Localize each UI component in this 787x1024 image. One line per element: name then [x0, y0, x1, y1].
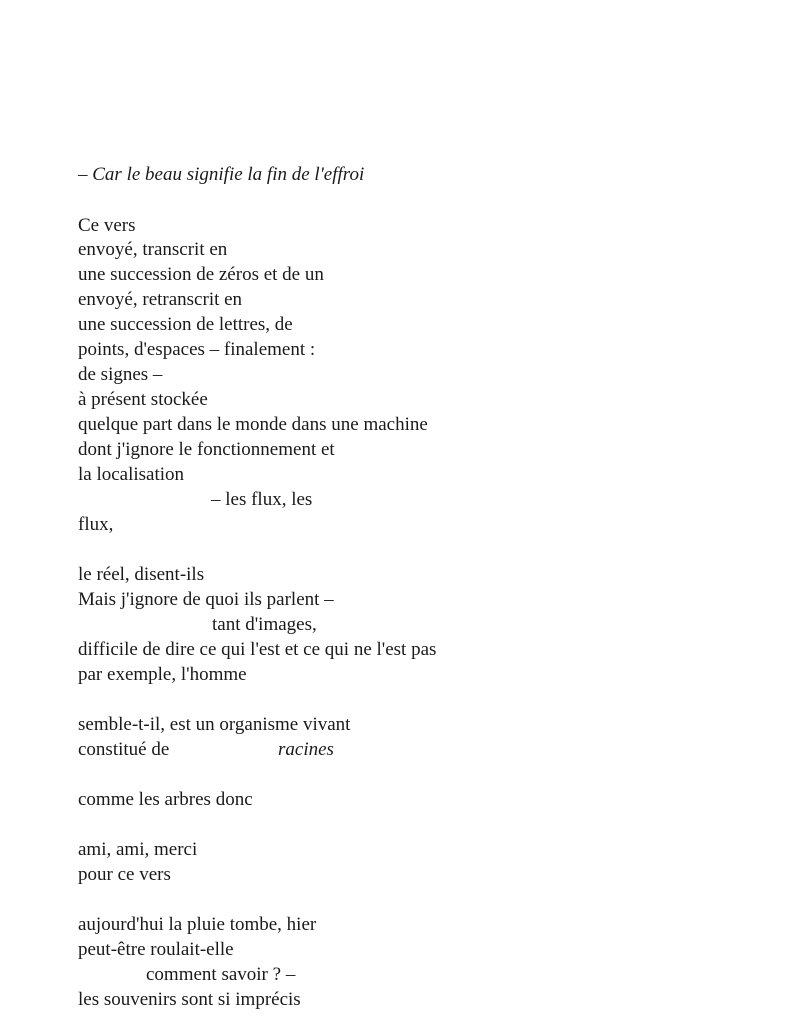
poem-line: pour ce vers — [78, 864, 171, 885]
poem-line: envoyé, transcrit en — [78, 239, 228, 260]
poem-line: une succession de zéros et de un — [78, 264, 324, 285]
poem-line: Mais j'ignore de quoi ils parlent – — [78, 589, 334, 610]
poem-line: constitué de — [78, 739, 170, 760]
poem-line: Ce vers — [78, 215, 136, 236]
poem-line: par exemple, l'homme — [78, 664, 247, 685]
poem-line: envoyé, retranscrit en — [78, 289, 243, 310]
poem-line: aujourd'hui la pluie tombe, hier — [78, 914, 317, 935]
poem-line: les souvenirs sont si imprécis — [78, 989, 301, 1010]
poem-line: – les flux, les — [211, 489, 313, 510]
poem-line: de signes – — [78, 364, 163, 385]
poem-line: une succession de lettres, de — [78, 314, 293, 335]
poem-line: flux, — [78, 514, 114, 535]
poem-line: ami, ami, merci — [78, 839, 198, 860]
poem-line: le réel, disent-ils — [78, 564, 205, 585]
poem-line: la localisation — [78, 464, 185, 485]
poem-line: tant d'images, — [212, 614, 317, 635]
poem-line: difficile de dire ce qui l'est et ce qui ne l'est pas — [78, 639, 437, 660]
poem-line: comme les arbres donc — [78, 789, 253, 810]
poem-line: dont j'ignore le fonctionnement et — [78, 439, 335, 460]
poem-line: semble-t-il, est un organisme vivant — [78, 714, 351, 735]
poem-line: peut-être roulait-elle — [78, 939, 234, 960]
poem-line: quelque part dans le monde dans une machine — [78, 414, 428, 435]
poem-epigraph: – Car le beau signifie la fin de l'effroi — [78, 164, 365, 185]
poem-line: comment savoir ? – — [146, 964, 296, 985]
poem-line: à présent stockée — [78, 389, 208, 410]
poem-line: points, d'espaces – finalement : — [78, 339, 316, 360]
poem-italic-word: racines — [278, 739, 334, 760]
